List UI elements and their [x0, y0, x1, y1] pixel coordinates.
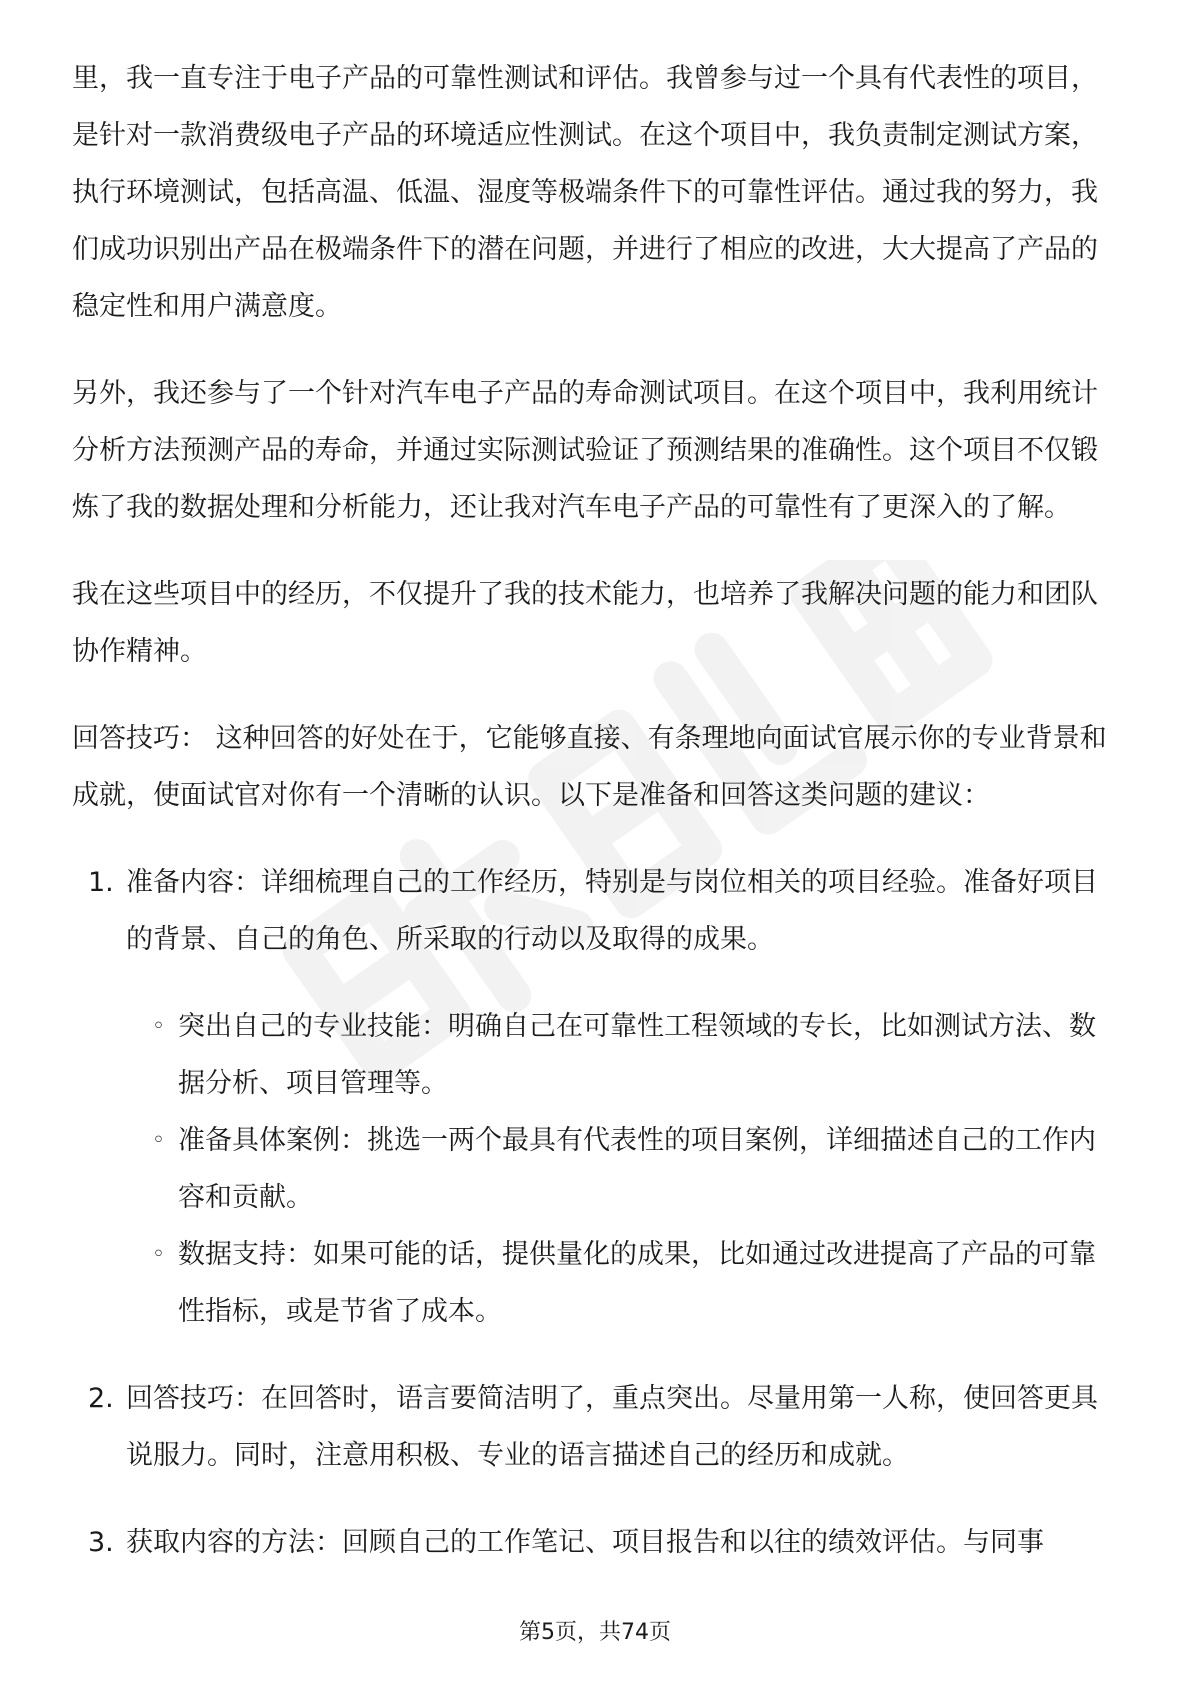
- list-item-text: 获取内容的方法：回顾自己的工作笔记、项目报告和以往的绩效评估。与同事: [126, 1527, 1044, 1558]
- paragraph-answer-tips: 回答技巧： 这种回答的好处在于，它能够直接、有条理地向面试官展示你的专业背景和成就，使面试官对你有一个清晰的认识。以下是准备和回答这类问题的建议：: [72, 723, 1107, 811]
- list-item: [72, 1370, 1122, 1484]
- sub-list-item-text: 准备具体案例：挑选一两个最具有代表性的项目案例，详细描述自己的工作内容和贡献。: [178, 1125, 1096, 1213]
- sub-list-item: [126, 1112, 1122, 1226]
- sub-list-item-text: 数据支持：如果可能的话，提供量化的成果，比如通过改进提高了产品的可靠性指标，或是节省了成本。: [178, 1239, 1096, 1327]
- paragraph-project-experience: 里，我一直专注于电子产品的可靠性测试和评估。我曾参与过一个具有代表性的项目，是针对一款消费级电子产品的环境适应性测试。在这个项目中，我负责制定测试方案，执行环境测试，包括高温、低温、湿度等极端条件下的可靠性评估。通过我的努力，我们成功识别出产品在极端条件下的潜在问题，并进行了相应的改进，大大提高了产品的稳定性和用户满意度。: [72, 63, 1098, 322]
- bullet-circle-icon: ◦: [152, 1128, 165, 1153]
- advice-list: [72, 854, 1122, 1571]
- document-body: [72, 50, 1122, 1601]
- list-item: [72, 854, 1122, 1340]
- bullet-circle-icon: ◦: [152, 1242, 165, 1267]
- list-item-text: 回答技巧：在回答时，语言要简洁明了，重点突出。尽量用第一人称，使回答更具说服力。同时，注意用积极、专业的语言描述自己的经历和成就。: [126, 1383, 1098, 1471]
- sub-list: [126, 998, 1122, 1340]
- sub-list-item: [126, 998, 1122, 1112]
- sub-list-item-text: 突出自己的专业技能：明确自己在可靠性工程领域的专长，比如测试方法、数据分析、项目管理等。: [178, 1011, 1096, 1099]
- list-number: 1.: [88, 867, 114, 898]
- page-footer: 第5页，共74页: [519, 1620, 671, 1645]
- list-item-text: 准备内容：详细梳理自己的工作经历，特别是与岗位相关的项目经验。准备好项目的背景、自己的角色、所采取的行动以及取得的成果。: [126, 867, 1098, 955]
- list-number: 3.: [88, 1527, 114, 1558]
- list-item: [72, 1514, 1122, 1571]
- bullet-circle-icon: ◦: [152, 1014, 165, 1039]
- list-number: 2.: [88, 1383, 114, 1414]
- paragraph-auto-electronics: 另外，我还参与了一个针对汽车电子产品的寿命测试项目。在这个项目中，我利用统计分析方法预测产品的寿命，并通过实际测试验证了预测结果的准确性。这个项目不仅锻炼了我的数据处理和分析能力，还让我对汽车电子产品的可靠性有了更深入的了解。: [72, 378, 1098, 523]
- sub-list-item: [126, 1226, 1122, 1340]
- paragraph-summary: 我在这些项目中的经历，不仅提升了我的技术能力，也培养了我解决问题的能力和团队协作精神。: [72, 579, 1098, 667]
